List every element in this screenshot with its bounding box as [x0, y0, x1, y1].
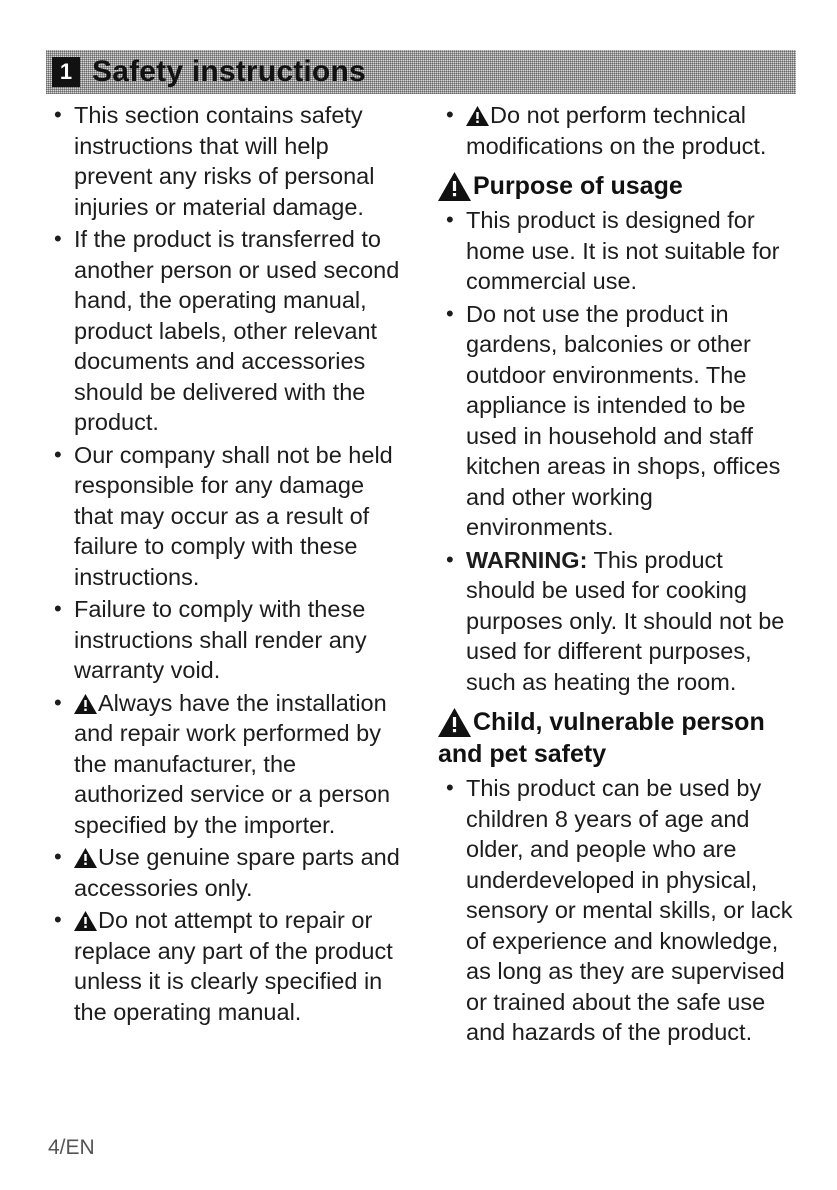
right-column	[438, 100, 794, 1050]
chapter-title: Safety instructions	[92, 55, 366, 88]
child-safety-bullet-list	[438, 773, 794, 1048]
list-item-text: This product can be used by children 8 years of age and older, and people who are underdeveloped in physical, sensory or mental skills, or lack of experience and knowledge, as long as they are supervised or trained about the safe use and hazards of the product.	[466, 775, 793, 1045]
list-item-text: Always have the installation and repair work performed by the manufacturer, the authorized service or a person specified by the importer.	[74, 689, 391, 838]
page-number: 4/EN	[48, 1136, 95, 1159]
list-item-warning-label: WARNING:	[466, 546, 588, 573]
list-item	[46, 440, 402, 593]
section-heading-text: Purpose of usage	[473, 172, 683, 200]
list-item-text: This product should be used for cooking purposes only. It should not be used for different purposes, such as heating the room.	[466, 546, 785, 695]
warning-triangle-icon	[74, 848, 97, 868]
list-item-text: Our company shall not be held responsible for any damage that may occur as a result of failure to comply with these instructions.	[74, 441, 393, 590]
list-item	[46, 688, 402, 841]
warning-triangle-icon	[438, 708, 471, 737]
warning-triangle-icon	[438, 172, 471, 201]
list-item	[438, 773, 794, 1048]
warning-triangle-icon	[466, 106, 489, 126]
warning-triangle-icon	[74, 911, 97, 931]
list-item-text: Do not use the product in gardens, balconies or other outdoor environments. The appliance is intended to be used in household and staff kitchen areas in shops, offices and other working environments.	[466, 300, 781, 540]
list-item-text: Do not perform technical modifications on the product.	[466, 102, 767, 159]
chapter-number: 1	[52, 57, 80, 87]
right-column-bullet-list-top	[438, 100, 794, 161]
section-heading-text: Child, vulnerable person and pet safety	[438, 708, 765, 768]
list-item-text: Use genuine spare parts and accessories only.	[74, 844, 400, 901]
warning-triangle-icon	[74, 694, 97, 714]
list-item	[46, 842, 402, 903]
list-item	[46, 100, 402, 222]
list-item	[438, 100, 794, 161]
section-heading-child-safety	[438, 707, 794, 771]
purpose-of-usage-bullet-list	[438, 205, 794, 697]
list-item-text: This section contains safety instructions that will help prevent any risks of personal injuries or material damage.	[74, 102, 375, 220]
list-item	[438, 545, 794, 698]
list-item-text: This product is designed for home use. It is not suitable for commercial use.	[466, 207, 780, 294]
list-item	[46, 594, 402, 686]
section-heading-purpose-of-usage	[438, 171, 794, 203]
left-column	[46, 100, 402, 1029]
list-item	[46, 224, 402, 438]
left-column-bullet-list	[46, 100, 402, 1027]
list-item	[438, 205, 794, 297]
list-item	[46, 905, 402, 1027]
list-item-text: Failure to comply with these instructions shall render any warranty void.	[74, 596, 367, 683]
list-item	[438, 299, 794, 543]
chapter-header	[46, 50, 796, 94]
list-item-text: If the product is transferred to another person or used second hand, the operating manual, product labels, other relevant documents and accessories should be delivered with the product.	[74, 226, 400, 435]
list-item-text: Do not attempt to repair or replace any part of the product unless it is clearly specified in the operating manual.	[74, 907, 393, 1025]
